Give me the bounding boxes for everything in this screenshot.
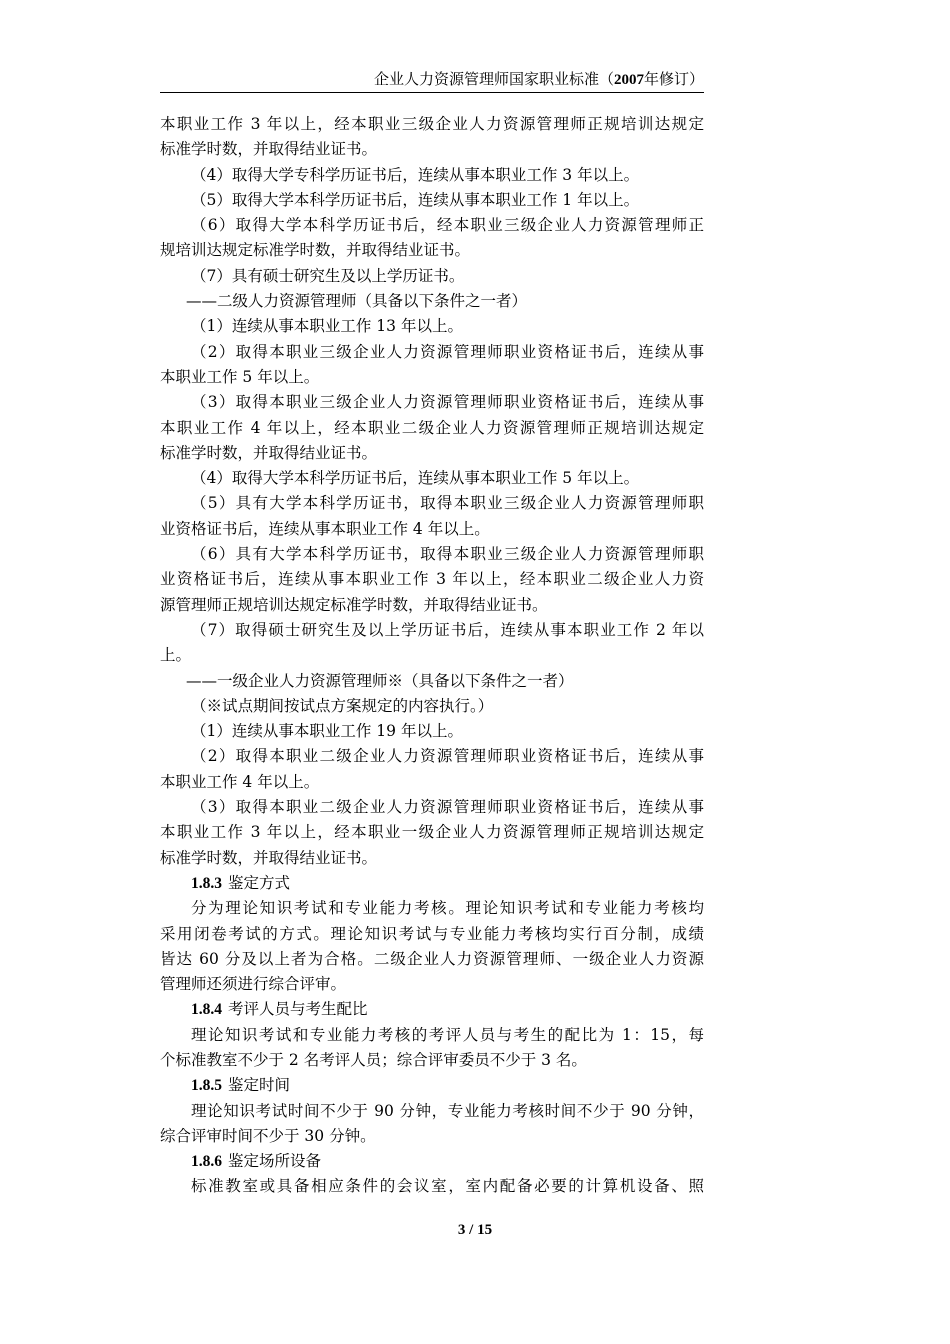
section-number: 1.8.6 [191,1153,222,1171]
text-line: 理论知识考试时间不少于 90 分钟，专业能力考核时间不少于 90 分钟， [191,1101,704,1120]
section-title: 鉴定场所设备 [228,1152,322,1171]
section-title: 鉴定时间 [228,1076,291,1095]
text-line: 本职业工作 3 年以上，经本职业三级企业人力资源管理师正规培训达规定 [160,115,704,133]
section-number: 1.8.5 [191,1077,222,1095]
text-line: （※试点期间按试点方案规定的内容执行。） [191,696,494,715]
text-line: 综合评审时间不少于 30 分钟。 [160,1126,376,1145]
text-line: （3）取得本职业三级企业人力资源管理师职业资格证书后，连续从事 [191,393,704,412]
section-heading [160,1073,704,1098]
text-line: 上。 [160,646,192,665]
text-line: （7）取得硕士研究生及以上学历证书后，连续从事本职业工作 2 年以 [191,620,704,639]
text-line: ——二级人力资源管理师（具备以下条件之一者） [186,292,528,311]
text-line: （5）具有大学本科学历证书，取得本职业三级企业人力资源管理师职 [191,494,704,513]
section-number: 1.8.4 [191,1001,222,1019]
section-title: 鉴定方式 [228,873,291,892]
text-line: 标准教室或具备相应条件的会议室，室内配备必要的计算机设备、照 [191,1177,704,1196]
section-title: 考评人员与考生配比 [228,1000,368,1019]
text-line: （7）具有硕士研究生及以上学历证书。 [191,266,465,285]
text-line: 本职业工作 3 年以上，经本职业一级企业人力资源管理师正规培训达规定 [160,823,704,842]
text-line: 个标准教室不少于 2 名考评人员；综合评审委员不少于 3 名。 [160,1050,587,1069]
text-line: （2）取得本职业二级企业人力资源管理师职业资格证书后，连续从事 [191,747,704,766]
text-line: 采用闭卷考试的方式。理论知识考试与专业能力考核均实行百分制，成绩 [160,924,704,943]
text-line: （2）取得本职业三级企业人力资源管理师职业资格证书后，连续从事 [191,342,704,361]
text-line: 源管理师正规培训达规定标准学时数，并取得结业证书。 [160,595,548,614]
text-line: （6）取得大学本科学历证书后，经本职业三级企业人力资源管理师正 [191,216,704,235]
text-line: 规培训达规定标准学时数，并取得结业证书。 [160,241,471,260]
text-line: 本职业工作 5 年以上。 [160,367,320,386]
text-line: 分为理论知识考试和专业能力考核。理论知识考试和专业能力考核均 [191,899,704,918]
running-header [160,66,704,93]
header-prefix: 企业人力资源管理师国家职业标准（ [373,70,614,88]
section-heading [160,997,704,1022]
text-line: 业资格证书后，连续从事本职业工作 4 年以上。 [160,519,490,538]
text-line: 标准学时数，并取得结业证书。 [160,848,378,867]
text-line: 理论知识考试和专业能力考核的考评人员与考生的配比为 1：15，每 [191,1025,704,1044]
text-line: （1）连续从事本职业工作 19 年以上。 [191,722,463,741]
text-line: 标准学时数，并取得结业证书。 [160,140,378,159]
text-line: 本职业工作 4 年以上，经本职业二级企业人力资源管理师正规培训达规定 [160,418,704,437]
section-heading [160,1149,704,1174]
text-line: （4）取得大学专科学历证书后，连续从事本职业工作 3 年以上。 [191,165,640,184]
text-line: （3）取得本职业二级企业人力资源管理师职业资格证书后，连续从事 [191,798,704,817]
text-line: 皆达 60 分及以上者为合格。二级企业人力资源管理师、一级企业人力资源 [160,949,704,968]
section-heading [160,871,704,896]
document-body [160,112,704,1200]
header-year: 2007 [613,72,644,88]
header-suffix: 年修订） [643,70,704,88]
text-line: 业资格证书后，连续从事本职业工作 3 年以上，经本职业二级企业人力资 [160,570,704,589]
text-line: 管理师还须进行综合评审。 [160,975,347,994]
text-line: （1）连续从事本职业工作 13 年以上。 [191,317,463,336]
text-line: ——一级企业人力资源管理师※（具备以下条件之一者） [186,671,574,690]
section-number: 1.8.3 [191,874,222,892]
text-line: 本职业工作 4 年以上。 [160,772,320,791]
page-number: 3 / 15 [457,1222,493,1238]
text-line: （5）取得大学本科学历证书后，连续从事本职业工作 1 年以上。 [191,190,640,209]
text-line: （6）具有大学本科学历证书，取得本职业三级企业人力资源管理师职 [191,545,704,564]
text-line: 标准学时数，并取得结业证书。 [160,443,378,462]
text-line: （4）取得大学本科学历证书后，连续从事本职业工作 5 年以上。 [191,469,640,488]
